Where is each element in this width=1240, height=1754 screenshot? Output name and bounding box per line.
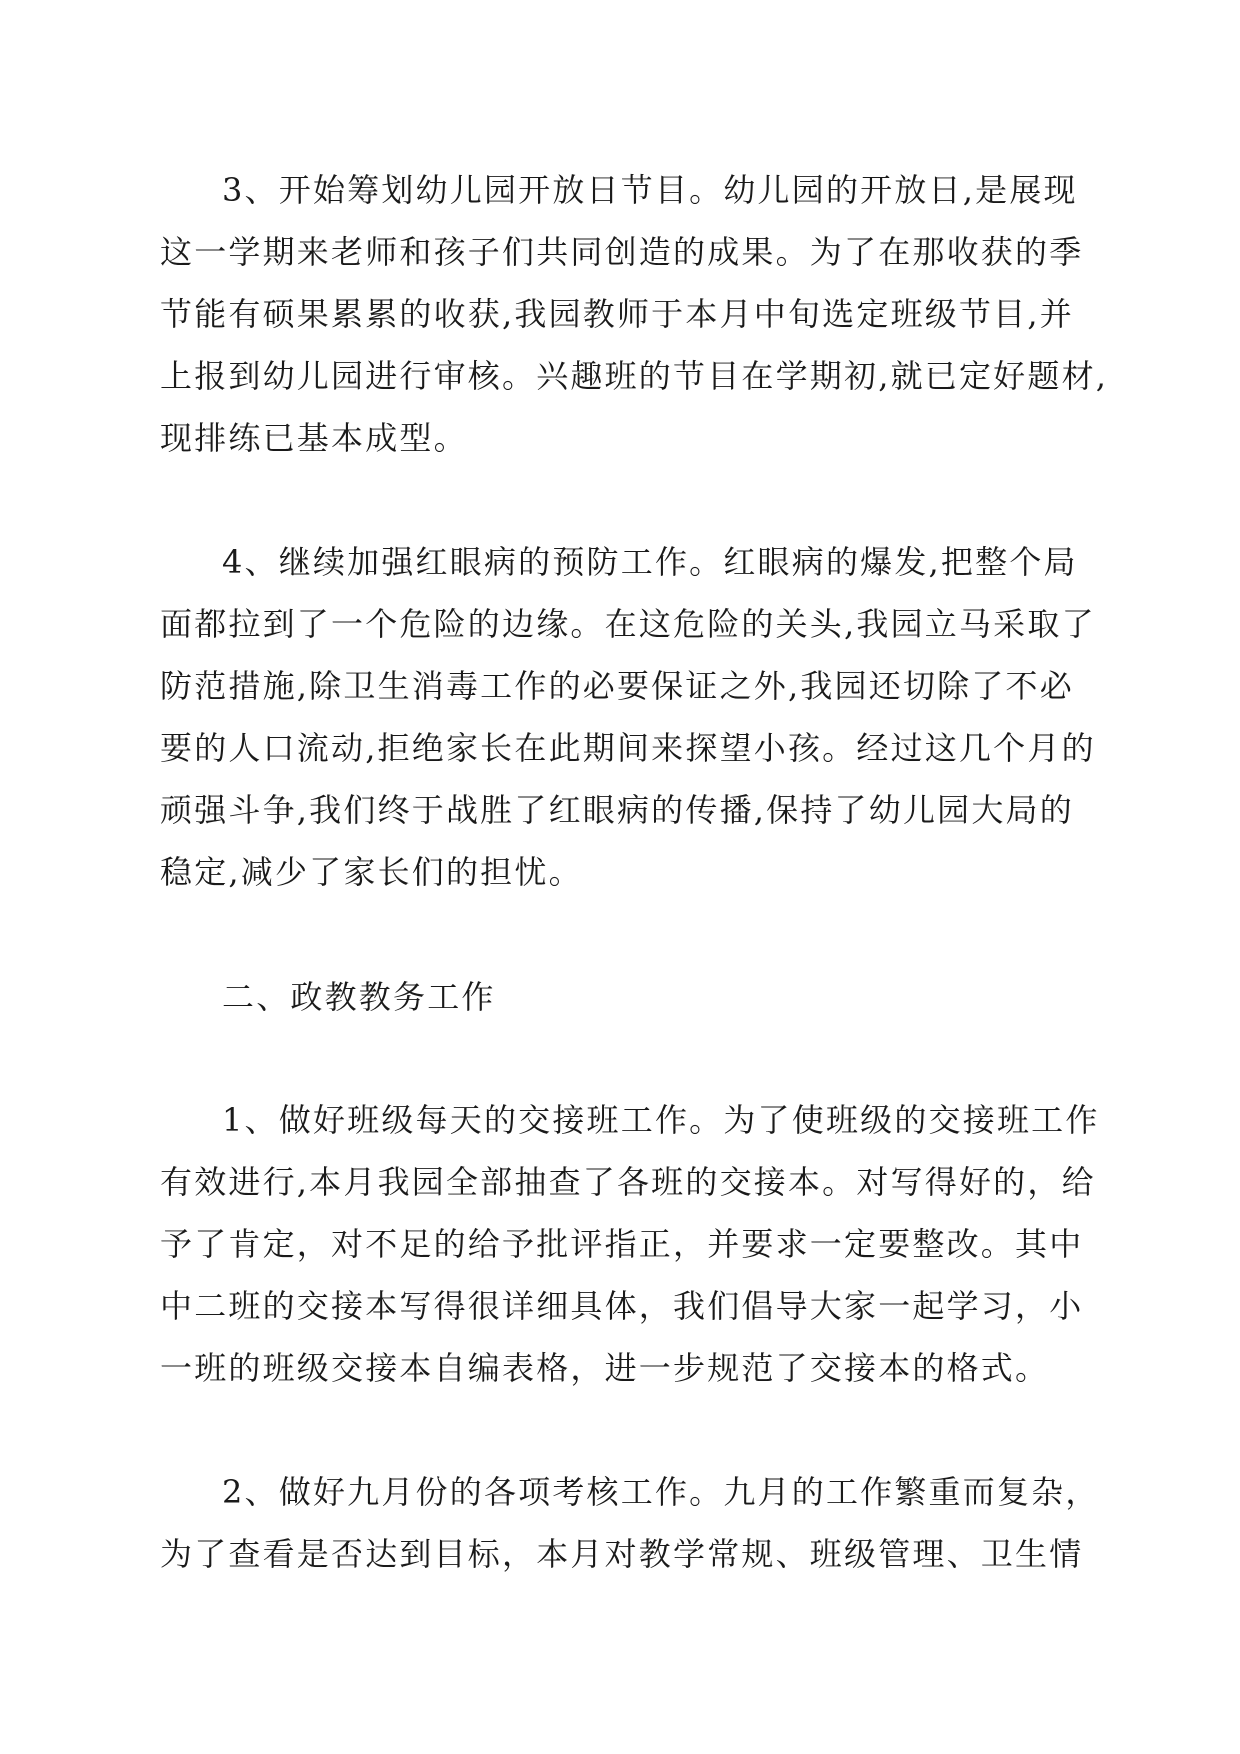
paragraph-line: 现排练已基本成型。 (160, 419, 468, 457)
paragraph-line: 防范措施,除卫生消毒工作的必要保证之外,我园还切除了不必 (160, 667, 1074, 705)
paragraph-line: 一班的班级交接本自编表格，进一步规范了交接本的格式。 (160, 1349, 1050, 1387)
paragraph-line: 稳定,减少了家长们的担忧。 (160, 853, 583, 891)
paragraph-line: 4、继续加强红眼病的预防工作。红眼病的爆发,把整个局 (222, 543, 1078, 581)
paragraph-line: 要的人口流动,拒绝家长在此期间来探望小孩。经过这几个月的 (160, 729, 1096, 767)
paragraph-line: 1、做好班级每天的交接班工作。为了使班级的交接班工作 (222, 1101, 1100, 1139)
paragraph-line: 顽强斗争,我们终于战胜了红眼病的传播,保持了幼儿园大局的 (160, 791, 1074, 829)
paragraph-line: 有效进行,本月我园全部抽查了各班的交接本。对写得好的，给 (160, 1163, 1096, 1201)
paragraph-line: 面都拉到了一个危险的边缘。在这危险的关头,我园立马采取了 (160, 605, 1096, 643)
paragraph-line: 节能有硕果累累的收获,我园教师于本月中旬选定班级节目,并 (160, 295, 1074, 333)
paragraph-line: 予了肯定，对不足的给予批评指正，并要求一定要整改。其中 (160, 1225, 1084, 1263)
paragraph-line: 这一学期来老师和孩子们共同创造的成果。为了在那收获的季 (160, 233, 1084, 271)
section-heading: 二、政教教务工作 (222, 978, 496, 1016)
paragraph-line: 上报到幼儿园进行审核。兴趣班的节目在学期初,就已定好题材, (160, 357, 1109, 395)
paragraph-line: 3、开始筹划幼儿园开放日节目。幼儿园的开放日,是展现 (222, 171, 1078, 209)
paragraph-line: 2、做好九月份的各项考核工作。九月的工作繁重而复杂， (222, 1473, 1100, 1511)
paragraph-line: 中二班的交接本写得很详细具体，我们倡导大家一起学习，小 (160, 1287, 1084, 1325)
paragraph-line: 为了查看是否达到目标，本月对教学常规、班级管理、卫生情 (160, 1535, 1084, 1573)
